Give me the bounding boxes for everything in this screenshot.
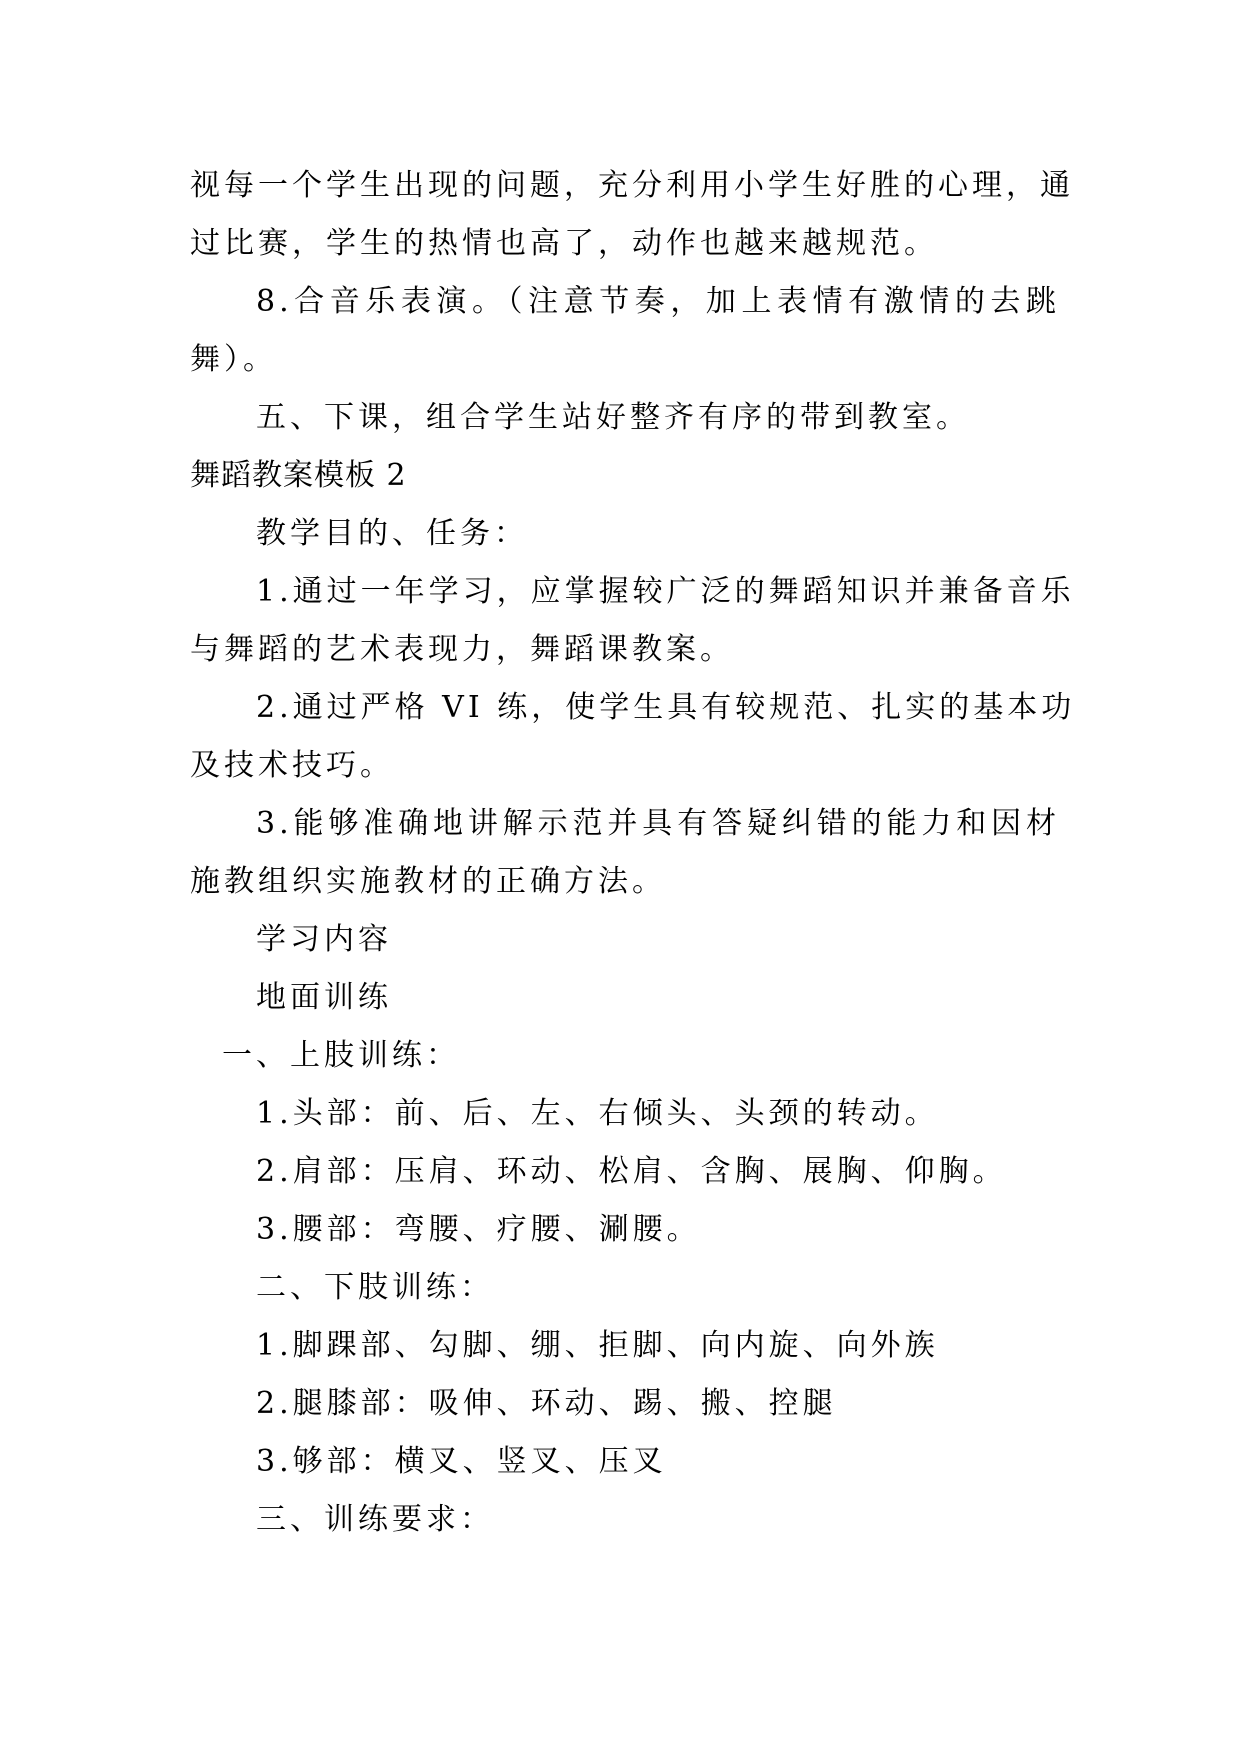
list-item: 1.头部：前、后、左、右倾头、头颈的转动。: [256, 1096, 939, 1131]
list-item: 2.肩部：压肩、环动、松肩、含胸、展胸、仰胸。: [256, 1154, 1007, 1189]
section-five: 五、下课，组合学生站好整齐有序的带到教室。: [256, 400, 970, 435]
section-two: 二、下肢训练：: [256, 1270, 494, 1305]
list-item-8: 8.合音乐表演。（注意节奏，加上表情有激情的去跳: [256, 284, 1060, 319]
paragraph-line: 视每一个学生出现的问题，充分利用小学生好胜的心理，通: [190, 168, 1074, 203]
paragraph-line: 与舞蹈的艺术表现力，舞蹈课教案。: [190, 632, 734, 667]
subheading: 教学目的、任务：: [256, 516, 528, 551]
list-item: 1.脚踝部、勾脚、绷、拒脚、向内旋、向外族: [256, 1328, 939, 1363]
list-item: 3.够部：横叉、竖叉、压叉: [256, 1444, 667, 1479]
paragraph-line: 舞）。: [190, 342, 277, 377]
list-item-2: 2.通过严格 VI 练，使学生具有较规范、扎实的基本功: [256, 690, 1076, 725]
section-title: 舞蹈教案模板 2: [190, 458, 407, 493]
section-one: 一、上肢训练：: [222, 1038, 460, 1073]
list-item: 3.腰部：弯腰、疗腰、涮腰。: [256, 1212, 701, 1247]
section-three: 三、训练要求：: [256, 1502, 494, 1537]
list-item-3: 3.能够准确地讲解示范并具有答疑纠错的能力和因材: [256, 806, 1060, 841]
paragraph-line: 施教组织实施教材的正确方法。: [190, 864, 666, 899]
subheading: 学习内容: [256, 922, 392, 957]
list-item-1: 1.通过一年学习，应掌握较广泛的舞蹈知识并兼备音乐: [256, 574, 1075, 609]
paragraph-line: 及技术技巧。: [190, 748, 394, 783]
subheading: 地面训练: [256, 980, 392, 1015]
list-item: 2.腿膝部：吸伸、环动、踢、搬、控腿: [256, 1386, 837, 1421]
paragraph-line: 过比赛，学生的热情也高了，动作也越来越规范。: [190, 226, 938, 261]
